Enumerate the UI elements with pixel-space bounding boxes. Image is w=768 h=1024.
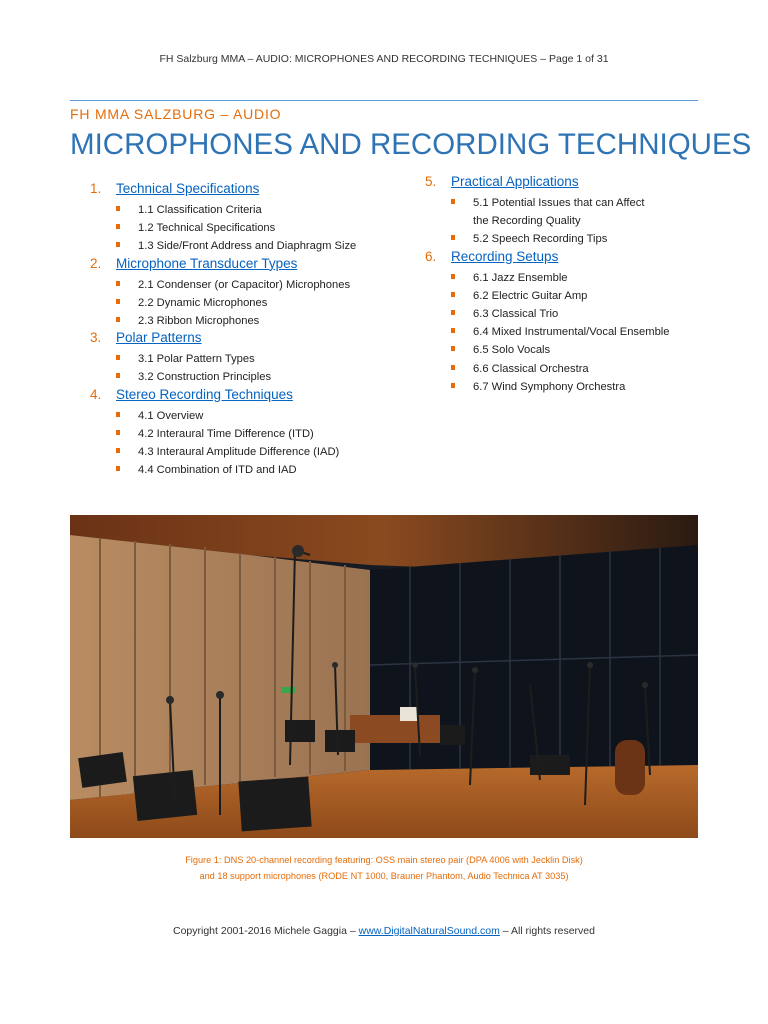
toc-right-column — [425, 174, 715, 396]
toc-subsection-item — [425, 194, 715, 230]
toc-section — [90, 387, 410, 480]
toc-section-heading — [425, 174, 715, 194]
toc-section-link[interactable]: Polar Patterns — [116, 330, 202, 346]
toc-subsection-list — [425, 269, 715, 396]
toc-section-number: 2. — [90, 255, 102, 271]
square-bullet-icon — [116, 412, 120, 417]
square-bullet-icon — [451, 310, 455, 315]
square-bullet-icon — [451, 199, 455, 204]
toc-subsection-item — [90, 219, 410, 237]
toc-section-heading — [425, 249, 715, 269]
square-bullet-icon — [116, 448, 120, 453]
toc-subsection-text: 2.3 Ribbon Microphones — [138, 315, 260, 328]
toc-subsection-item — [425, 269, 715, 287]
toc-subsection-text: 6.7 Wind Symphony Orchestra — [473, 380, 626, 393]
toc-subsection-text: 5.1 Potential Issues that can Affect — [473, 197, 645, 209]
square-bullet-icon — [116, 299, 120, 304]
toc-subsection-item — [90, 201, 410, 219]
square-bullet-icon — [451, 365, 455, 370]
toc-subsection-item — [90, 407, 410, 425]
square-bullet-icon — [116, 466, 120, 471]
toc-section-link[interactable]: Practical Applications — [451, 174, 579, 189]
toc-section — [425, 249, 715, 396]
toc-subsection-text: 6.3 Classical Trio — [473, 308, 559, 321]
toc-subsection-item — [90, 461, 410, 479]
toc-subsection-text: 3.1 Polar Pattern Types — [138, 353, 255, 366]
header-rule — [70, 100, 698, 101]
square-bullet-icon — [116, 355, 120, 360]
running-header: FH Salzburg MMA – AUDIO: MICROPHONES AND RECORDING TECHNIQUES – Page 1 of 31 — [159, 53, 609, 65]
square-bullet-icon — [116, 430, 120, 435]
toc-subsection-text: 4.4 Combination of ITD and IAD — [138, 464, 297, 477]
toc-section — [90, 256, 410, 331]
toc-section-number: 4. — [90, 386, 102, 402]
toc-subsection-item — [425, 287, 715, 305]
toc-section-number: 3. — [90, 330, 102, 346]
toc-subsection-text: 6.1 Jazz Ensemble — [473, 271, 568, 284]
toc-section — [425, 174, 715, 249]
toc-subsection-text: 1.2 Technical Specifications — [138, 222, 276, 235]
toc-section-link[interactable]: Technical Specifications — [116, 181, 260, 196]
toc-section-number: 1. — [90, 181, 102, 196]
figure-caption — [0, 852, 768, 884]
square-bullet-icon — [116, 317, 120, 322]
toc-subsection-text: 4.1 Overview — [138, 409, 204, 422]
toc-subsection-text: 1.1 Classification Criteria — [138, 204, 262, 216]
square-bullet-icon — [116, 281, 120, 286]
toc-section — [90, 181, 410, 256]
page-title: MICROPHONES AND RECORDING TECHNIQUES — [70, 128, 752, 161]
square-bullet-icon — [116, 206, 120, 211]
toc-section — [90, 330, 410, 386]
toc-section-heading — [90, 330, 410, 350]
toc-subsection-text: 3.2 Construction Principles — [138, 371, 272, 384]
toc-subsection-item — [90, 237, 410, 255]
toc-subsection-text: 5.2 Speech Recording Tips — [473, 233, 608, 246]
stage-photo — [70, 515, 698, 838]
square-bullet-icon — [116, 373, 120, 378]
toc-subsection-item — [90, 350, 410, 368]
toc-subsection-text: 4.3 Interaural Amplitude Difference (IAD) — [138, 446, 340, 459]
toc-subsection-text: 2.1 Condenser (or Capacitor) Microphones — [138, 278, 351, 291]
toc-subsection-text: 6.6 Classical Orchestra — [473, 362, 589, 375]
square-bullet-icon — [451, 235, 455, 240]
toc-subsection-list — [90, 407, 410, 480]
toc-subsection-list — [90, 276, 410, 331]
toc-section-number: 6. — [425, 248, 437, 264]
toc-section-heading — [90, 387, 410, 407]
toc-subsection-item — [90, 294, 410, 312]
square-bullet-icon — [116, 242, 120, 247]
toc-section-link[interactable]: Recording Setups — [451, 248, 559, 264]
toc-subsection-list — [90, 350, 410, 386]
toc-subsection-item — [90, 368, 410, 386]
square-bullet-icon — [451, 274, 455, 279]
toc-subsection-list — [90, 201, 410, 256]
toc-subsection-text: 4.2 Interaural Time Difference (ITD) — [138, 427, 314, 440]
toc-subsection-text: 1.3 Side/Front Address and Diaphragm Size — [138, 240, 357, 253]
caption-line-1: Figure 1: DNS 20-channel recording featuring: OSS main stereo pair (DPA 4006 with Jecklin Disk) — [185, 855, 583, 865]
toc-subsection-item — [90, 312, 410, 330]
square-bullet-icon — [451, 346, 455, 351]
footer-copyright: Copyright 2001-2016 Michele Gaggia – — [173, 925, 359, 937]
footer-rights: – All rights reserved — [499, 925, 595, 937]
toc-subsection-text: 6.5 Solo Vocals — [473, 344, 551, 357]
toc-subsection-list — [425, 194, 715, 249]
square-bullet-icon — [451, 328, 455, 333]
toc-section-link[interactable]: Microphone Transducer Types — [116, 255, 298, 271]
square-bullet-icon — [451, 383, 455, 388]
toc-subsection-item — [90, 276, 410, 294]
toc-subsection-item — [425, 360, 715, 378]
toc-subsection-item — [425, 341, 715, 359]
toc-subsection-text: 2.2 Dynamic Microphones — [138, 296, 268, 309]
toc-section-heading — [90, 181, 410, 201]
toc-subsection-item — [90, 425, 410, 443]
footer — [0, 925, 768, 937]
toc-subsection-item — [425, 305, 715, 323]
toc-left-column — [90, 181, 410, 479]
footer-website-link[interactable]: www.DigitalNaturalSound.com — [358, 925, 500, 937]
toc-subsection-text: the Recording Quality — [473, 215, 581, 228]
square-bullet-icon — [116, 224, 120, 229]
caption-line-2: and 18 support microphones (RODE NT 1000, Brauner Phantom, Audio Technica AT 3035) — [199, 871, 569, 881]
square-bullet-icon — [451, 292, 455, 297]
toc-section-heading — [90, 256, 410, 276]
toc-subsection-item — [425, 378, 715, 396]
toc-subsection-item — [425, 230, 715, 248]
toc-subsection-text: 6.4 Mixed Instrumental/Vocal Ensemble — [473, 326, 670, 339]
toc-subsection-item — [90, 443, 410, 461]
toc-subsection-text: 6.2 Electric Guitar Amp — [473, 289, 588, 302]
series-label: FH MMA SALZBURG – AUDIO — [70, 106, 282, 122]
toc-section-number: 5. — [425, 174, 437, 189]
toc-section-link[interactable]: Stereo Recording Techniques — [116, 386, 293, 402]
toc-subsection-item — [425, 323, 715, 341]
